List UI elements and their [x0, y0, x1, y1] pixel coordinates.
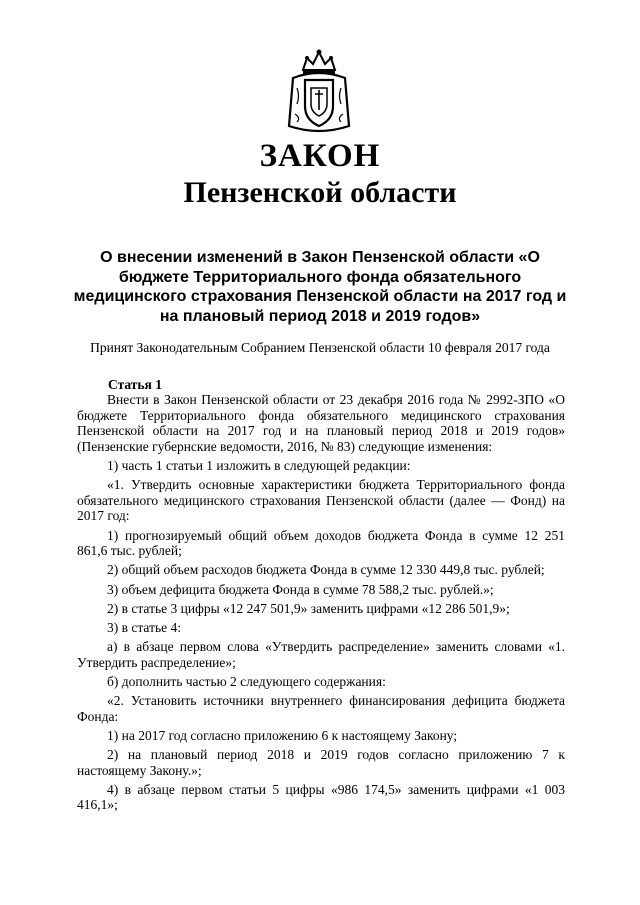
amendment-item: 3) объем дефицита бюджета Фонда в сумме 78 588,2 тыс. рублей.»; — [107, 581, 494, 597]
law-title: ЗАКОН — [259, 138, 381, 174]
amendment-item: б) дополнить частью 2 следующего содержания: — [107, 673, 386, 689]
adoption-line: Принят Законодательным Собранием Пензенской области 10 февраля 2017 года — [90, 340, 550, 355]
amendment-item: 2) общий объем расходов бюджета Фонда в сумме 12 330 449,8 тыс. рублей; — [107, 562, 545, 578]
amendment-item: 1) на 2017 год согласно приложению 6 к настоящему Закону; — [107, 727, 458, 743]
amendment-item: 2) в статье 3 цифры «12 247 501,9» заменить цифрами «12 286 501,9»; — [107, 600, 510, 616]
region-title: Пензенской области — [183, 176, 457, 209]
coat-of-arms-icon — [283, 48, 355, 136]
intro-paragraph: Внести в Закон Пензенской области от 23 декабря 2016 года № 2992-ЗПО «О бюджете Территориального фонда обязательного медицинского страхования Пензенской области на 2017 год и на плановый период 2018 и 2019 годов» (Пензенские губернские ведомости, 2016, № 83) следующие изменения: — [77, 392, 565, 454]
article-heading: Статья 1 — [108, 377, 162, 392]
amendment-item: «2. Установить источники внутреннего финансирования дефицита бюджета Фонда: — [77, 693, 565, 724]
amendment-item: а) в абзаце первом слова «Утвердить распределение» заменить словами «1. Утвердить распределение»; — [77, 639, 565, 670]
amendment-item: 1) часть 1 статьи 1 изложить в следующей редакции: — [107, 457, 411, 473]
amendment-item: 2) на плановый период 2018 и 2019 годов согласно приложению 7 к настоящему Закону.»; — [77, 747, 565, 778]
amendment-item: 4) в абзаце первом статьи 5 цифры «986 174,5» заменить цифрами «1 003 416,1»; — [77, 781, 565, 813]
amendment-item: 1) прогнозируемый общий объем доходов бюджета Фонда в сумме 12 251 861,6 тыс. рублей; — [77, 527, 565, 559]
law-body — [77, 392, 565, 817]
amendment-item: «1. Утвердить основные характеристики бюджета Территориального фонда обязательного медицинского страхования Пензенской области (далее — Фонд) на 2017 год: — [77, 477, 565, 524]
amendment-item: 3) в статье 4: — [107, 619, 181, 635]
law-subject: О внесении изменений в Закон Пензенской области «О бюджете Территориального фонда обязательного медицинского страхования Пензенской области на 2017 год и на плановый период 2018 и 2019 годов» — [73, 249, 567, 325]
